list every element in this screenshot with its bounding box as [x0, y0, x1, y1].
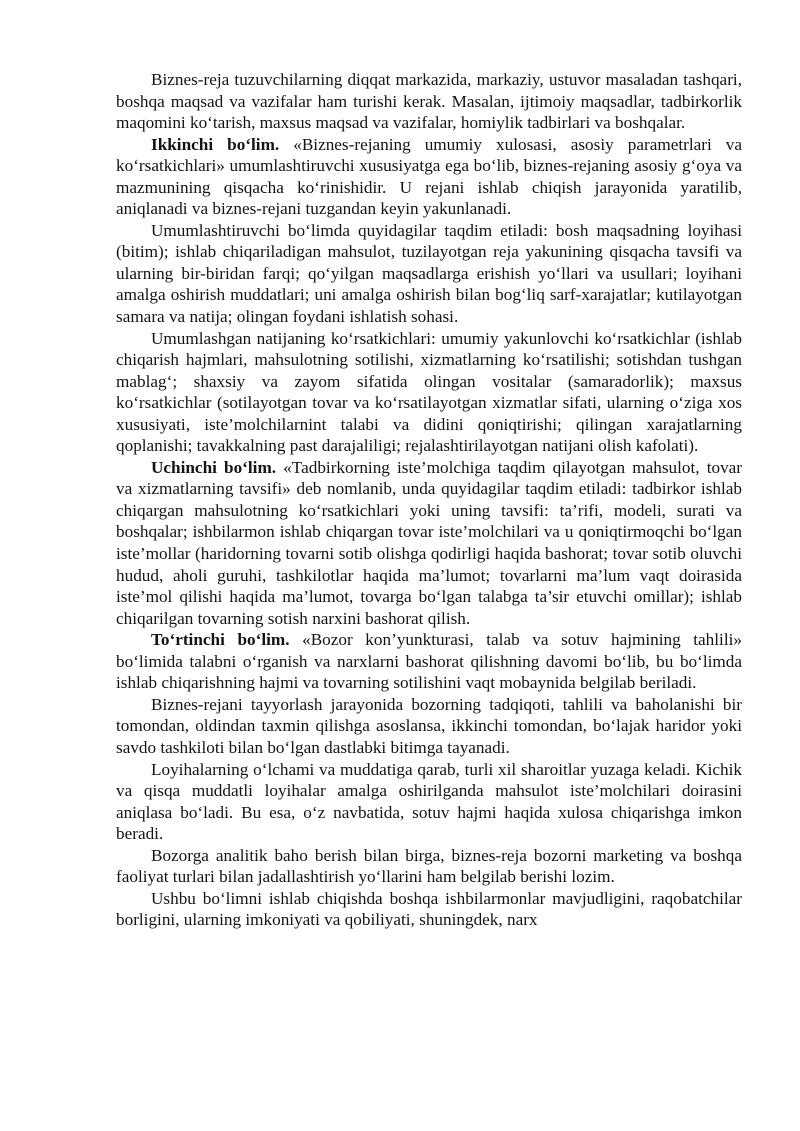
paragraph-9-text: Bozorga analitik baho berish bilan birga, biznes-reja bozorni marketing va boshqa faoliyat turlari bilan jadallashtirish yo‘llarini ham belgilab berishi lozim.: [116, 845, 742, 887]
section-4-heading: To‘rtinchi bo‘lim.: [151, 630, 290, 650]
document-page: [116, 69, 742, 931]
paragraph-1-text: Biznes-reja tuzuvchilarning diqqat markazida, markaziy, ustuvor masaladan tashqari, boshqa maqsad va vazifalar ham turishi kerak. Masalan, ijtimoiy maqsadlar, tadbirkorlik maqomini ko‘tarish, maxsus maqsad va vazifalar, homiylik tadbirlari va boshqalar.: [116, 70, 742, 133]
paragraph-4: [116, 328, 742, 457]
paragraph-10: [116, 888, 742, 931]
paragraph-2-text: «Biznes-rejaning umumiy xulosasi, asosiy parametrlari va ko‘rsatkichlari» umumlashtiruvchi xususiyatga ega bo‘lib, biznes-rejaning asosiy g‘oya va mazmunining qisqacha ko‘rinishidir. U rejani ishlab chiqish jarayonida yaratilib, aniqlanadi va biznes-rejani tuzgandan keyin yakunlanadi.: [116, 134, 742, 219]
paragraph-4-text: Umumlashgan natijaning ko‘rsatkichlari: umumiy yakunlovchi ko‘rsatkichlar (ishlab chiqarish hajmlari, mahsulotning sotilishi, xizmatlarning ko‘rsatilishi; sotishdan tushgan mablag‘; shaxsiy va zayom sifatida olingan vositalar (samaradorlik); maxsus ko‘rsatkichlar (sotilayotgan tovar va ko‘rsatilayotgan xizmatlar sifati, ularning o‘ziga xos xususiyati, iste’molchilarnint talabi va didini qoniqtirishi; qilingan xarajatlarning qoplanishi; tavakkalning past darajaliligi; rejalashtirilayotgan natijani olish kafolati).: [116, 328, 742, 456]
section-3-heading: Uchinchi bo‘lim.: [151, 457, 277, 477]
paragraph-7: [116, 694, 742, 759]
paragraph-5-text: «Tadbirkorning iste’molchiga taqdim qilayotgan mahsulot, tovar va xizmatlarning tavsifi» deb nomlanib, unda quyidagilar taqdim etiladi: tadbirkor ishlab chiqargan mahsulotning ko‘rsatkichlari yoki uning tavsifi: ta’rifi, modeli, surati va boshqalar; ishbilarmon ishlab chiqargan tovar iste’molchilari va u qoniqtirmoqchi bo‘lgan iste’mollar (haridorning tovarni sotib olishga qodirligi haqida bashorat; tovar sotib oluvchi hudud, aholi guruhi, tashkilotlar haqida ma’lumot; tovarlarni ma’lum vaqt doirasida iste’mol qilishi haqida ma’lumot, tovarga bo‘lgan talabga ta’sir etuvchi omillar); ishlab chiqarilgan tovarning sotish narxini bashorat qilish.: [116, 457, 743, 628]
paragraph-2: [116, 134, 742, 220]
paragraph-3-text: Umumlashtiruvchi bo‘limda quyidagilar taqdim etiladi: bosh maqsadning loyihasi (bitim); ishlab chiqariladigan mahsulot, tuzilayotgan reja yakunining qisqacha tavsifi va ularning bir-biridan farqi; qo‘yilgan maqsadlarga erishish yo‘llari va usullari; loyihani amalga oshirish muddatlari; uni amalga oshirish bilan bog‘liq sarf-xarajatlar; kutilayotgan samara va natija; olingan foydani ishlatish sohasi.: [116, 220, 742, 327]
section-2-heading: Ikkinchi bo‘lim.: [151, 134, 280, 154]
paragraph-6-text: «Bozor kon’yunkturasi, talab va sotuv hajmining tahlili» bo‘limida talabni o‘rganish va narxlarni bashorat qilishning davomi bo‘lib, bu bo‘limda ishlab chiqarishning hajmi va tovarning sotilishini vaqt mobaynida belgilab beriladi.: [116, 630, 742, 693]
paragraph-5: [116, 457, 742, 629]
paragraph-8: [116, 759, 742, 845]
paragraph-10-text: Ushbu bo‘limni ishlab chiqishda boshqa ishbilarmonlar mavjudligini, raqobatchilar borligini, ularning imkoniyati va qobiliyati, shuningdek, narx: [116, 888, 742, 930]
paragraph-7-text: Biznes-rejani tayyorlash jarayonida bozorning tadqiqoti, tahlili va baholanishi bir tomondan, oldindan taxmin qilishga asoslansa, ikkinchi tomondan, bo‘lajak haridor yoki savdo tashkiloti bilan bo‘lgan dastlabki bitimga tayanadi.: [116, 694, 742, 757]
paragraph-9: [116, 845, 742, 888]
paragraph-3: [116, 220, 742, 328]
paragraph-1: [116, 69, 742, 134]
paragraph-8-text: Loyihalarning o‘lchami va muddatiga qarab, turli xil sharoitlar yuzaga keladi. Kichik va qisqa muddatli loyihalar amalga oshirilganda mahsulot iste’molchilari doirasini aniqlasa bo‘ladi. Bu esa, o‘z navbatida, sotuv hajmi haqida xulosa chiqarishga imkon beradi.: [116, 759, 742, 844]
paragraph-6: [116, 629, 742, 694]
